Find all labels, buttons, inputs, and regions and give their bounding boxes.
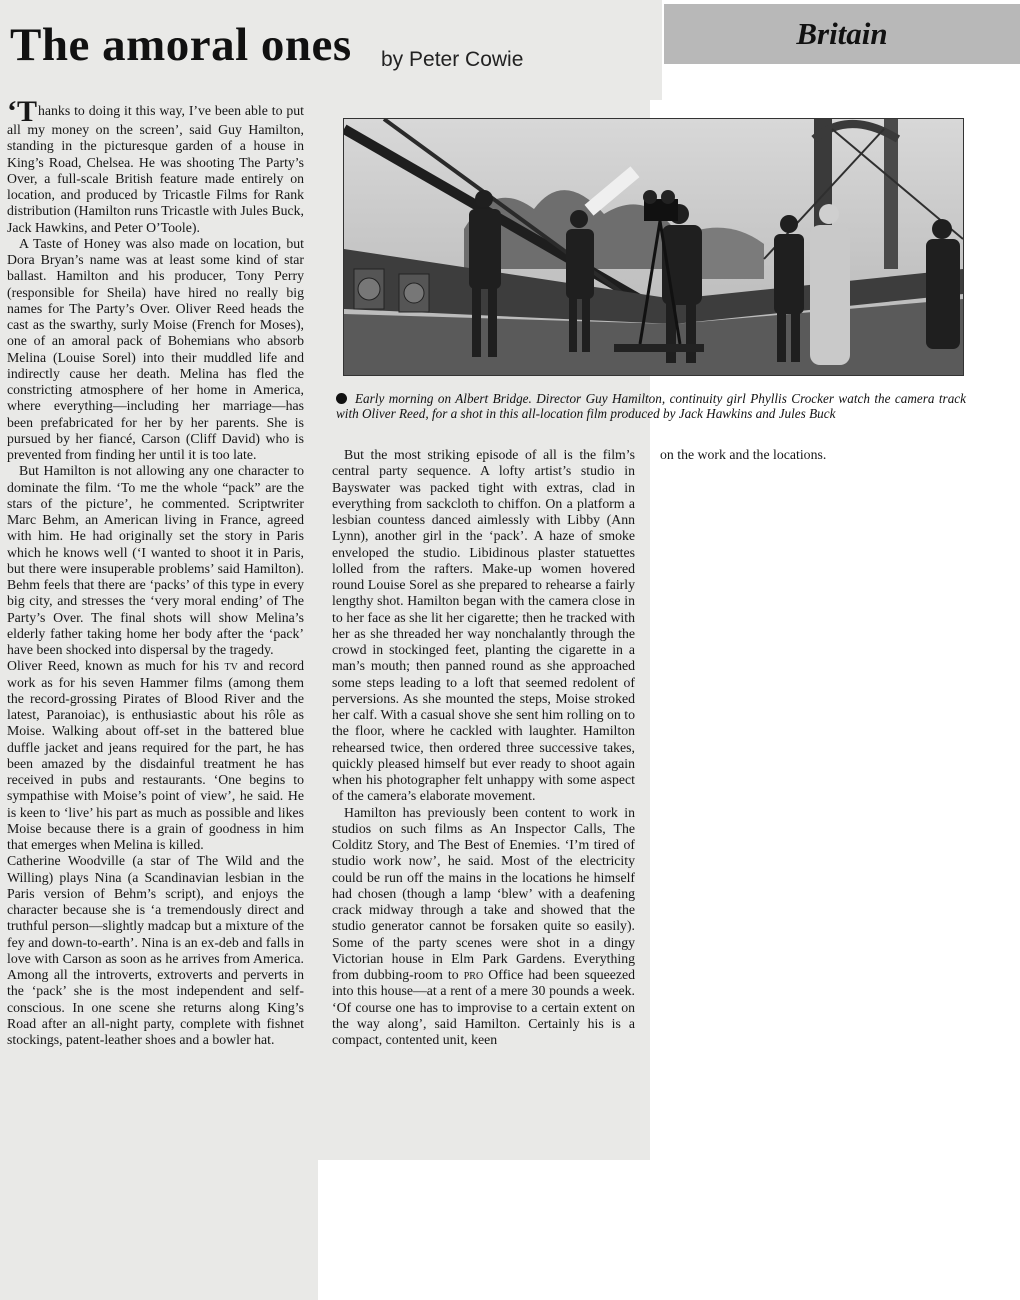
paragraph-text: Oliver Reed, known as much for his	[7, 658, 219, 674]
caption-bullet-icon	[336, 393, 347, 404]
paragraph	[7, 95, 305, 236]
article-column-3	[660, 447, 980, 463]
paragraph-text: and record work as for his seven Hammer films (among them the record-grossing Pirates of Blood River and the latest, Paranoiac), is enthusiastic about his rôle as Moise. Walking about off-set in the battered blue duffle jacket and jeans required for the part, he has been amazed by the disdainful treatment he has received in pubs and restaurants. ‘One begins to sympathise with Moise’s point of view’, he said. He is keen to ‘live’ his part as much as possible and likes Moise because there is a grain of goodness in him that emerges when Melina is killed.	[7, 658, 305, 852]
paragraph: on the work and the locations.	[660, 447, 827, 462]
article-column-2	[332, 447, 635, 1048]
article-title: The amoral ones	[10, 19, 352, 71]
paragraph: But Hamilton is not allowing any one character to dominate the film. ‘To me the whole “pack” are the stars of the picture’, he commented. Scriptwriter Marc Behm, an American living in France, agreed with him. He had originally set the story in Paris which he knows well (‘I wanted to shoot it in Paris, but there were insuperable problems’ said Hamilton). Behm feels that there are ‘packs’ of this type in every big city, and stresses the ‘very moral ending’ of The Party’s Over. The final shots will show Melina’s elderly father taking home her body after the ‘pack’ have been shocked into dispersal by the tragedy.	[7, 463, 304, 657]
paragraph-text: Hamilton has previously been content to work in studios on such films as An Inspector Calls, The Colditz Story, and The Best of Enemies. ‘I’m tired of studio work now’, he said. Most of the electricity could be run off the mains in the locations he himself had chosen (though a lamp ‘blew’ with a deafening crack midway through a take and showed that the studio generator cannot be forsaken quite so easily). Some of the party scenes were shot in a dingy Victorian house in Elm Park Gardens. Everything from dubbing-room to	[332, 804, 635, 982]
tv-abbrev: tv	[224, 658, 238, 674]
section-label: Britain	[664, 4, 1020, 64]
drop-cap: ‘T	[7, 95, 37, 128]
paragraph-text: Office had been squeezed into this house—at a rent of a mere 30 pounds a week. ‘Of course one has to improvise to a certain extent on the way along’, said Hamilton. Certainly his is a compact, contented unit, keen	[332, 967, 636, 1047]
paragraph: But the most striking episode of all is the film’s central party sequence. A lofty artist’s studio in Bayswater was packed tight with extras, clad in everything from sackcloth to chiffon. On a platform a lesbian countess danced aimlessly with Libby (Ann Lynn), another girl in the ‘pack’. A haze of smoke enveloped the studio. Libidinous plaster statuettes lolled from the rafters. Make-up women hovered round Louise Sorel as she prepared to rehearse a fairly lengthy shot. Hamilton began with the camera close in to her face as she lit her cigarette; then he tracked with her as she threaded her way nonchalantly through the crowd in stockinged feet, planting the cigarette in a man’s mouth; then panned round as she approached some steps leading to a loft that seemed redolent of perversions. As she mounted the steps, Moise stroked her calf. With a casual shove she sent him rolling on to the floor, where he cackled with laughter. Hamilton rehearsed twice, then ordered three successive takes, quickly pleased himself but ever ready to shoot again when his photographer felt unhappy with some aspect of the camera’s elaborate movement.	[332, 447, 635, 804]
bridge-photo-illustration	[344, 119, 963, 375]
article-byline: by Peter Cowie	[381, 48, 524, 71]
paragraph: A Taste of Honey was also made on location, but Dora Bryan’s name was at least some kind of star ballast. Hamilton and his producer, Tony Perry (responsible for Sheila) have hired no really big names for The Party’s Over. Oliver Reed heads the cast as the swarthy, surly Moise (French for Moses), one of an amoral pack of Bohemians who absorb Melina (Louise Sorel) into their muddled life and indirectly cause her death. Melina has fled the constricting atmosphere of her home in America, where everything—including her marriage—has been prefabricated for her by her parents. She is pursued by her fiancé, Carson (Cliff David) who is prevented from finding her until it is too late.	[7, 235, 304, 462]
paragraph	[7, 658, 304, 853]
paragraph-text: hanks to doing it this way, I’ve been able to put all my money on the screen’, said Guy Hamilton, standing in the picturesque garden of a house in King’s Road, Chelsea. He was shooting The Party’s Over, a full-scale British feature made entirely on location, and produced by Tricastle Films for Rank distribution (Hamilton runs Tricastle with Jules Buck, Jack Hawkins, and Peter O’Toole).	[7, 103, 305, 235]
pro-abbrev: pro	[463, 967, 484, 982]
paragraph	[332, 805, 635, 1049]
bridge-photo	[343, 118, 964, 376]
paragraph: Catherine Woodville (a star of The Wild and the Willing) plays Nina (a Scandinavian lesbian in the Paris version of Behm’s script), and enjoys the character because she is ‘a tremendously direct and truthful person—slightly madcap but a mixture of the fey and down-to-earth’. Nina is an ex-deb and falls in love with Carson as soon as he arrives from America. Among all the introverts, extroverts and perverts in the ‘pack’ she is the most independent and self-conscious. In one scene she returns along King’s Road after an all-night party, complete with fishnet stockings, patent-leather shoes and a bowler hat.	[7, 853, 304, 1047]
article-column-1	[7, 95, 305, 1048]
photo-caption-text: Early morning on Albert Bridge. Director Guy Hamilton, continuity girl Phyllis Crocker watch the camera track with Oliver Reed, for a shot in this all-location film produced by Jack Hawkins and Jules Buck	[336, 391, 966, 421]
photo-caption	[336, 391, 966, 421]
